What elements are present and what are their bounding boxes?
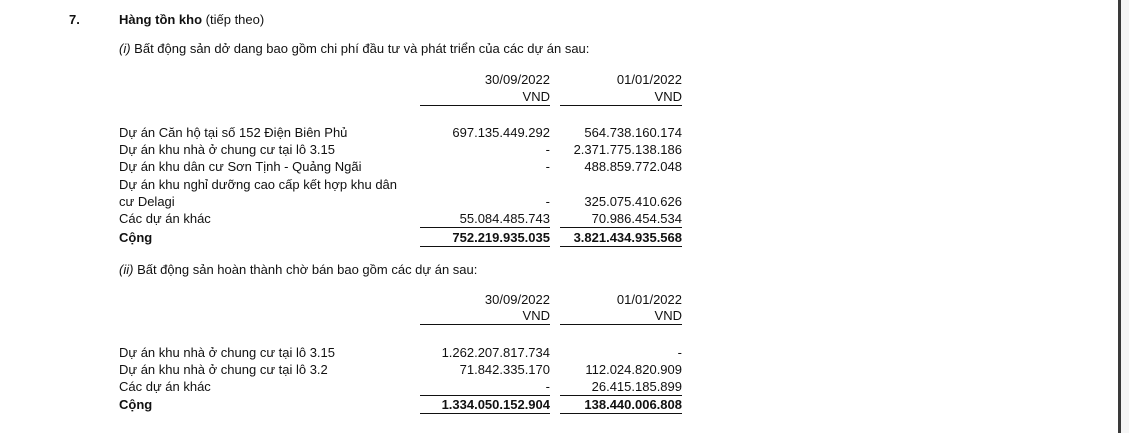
- table1-heading-text: Bất động sản dở dang bao gồm chi phí đầu tư và phát triển của các dự án sau:: [134, 41, 590, 56]
- table2-row-label: Các dự án khác: [119, 379, 211, 394]
- table2-header-rule-1: [420, 324, 550, 325]
- table1-total-underline-2: [560, 246, 682, 247]
- table1-total-value-2: 3.821.434.935.568: [573, 230, 682, 245]
- table2-row-value-2: 26.415.185.899: [591, 379, 682, 394]
- table1-header-rule-2: [560, 105, 682, 106]
- table1-row-value-1: 55.084.485.743: [459, 211, 550, 226]
- table1-heading: [119, 41, 589, 56]
- table1-col2-date: 01/01/2022: [616, 72, 682, 87]
- table1-row-label: Dự án khu nhà ở chung cư tại lô 3.15: [119, 142, 336, 157]
- table1-col2-currency: VND: [654, 89, 682, 104]
- table2-row-value-2: 112.024.820.909: [585, 362, 682, 377]
- table2-heading-prefix: (ii): [119, 262, 134, 277]
- table1-total-rule-1: [420, 227, 550, 228]
- table1-total-value-1: 752.219.935.035: [452, 230, 550, 245]
- table2-total-value-1: 1.334.050.152.904: [441, 397, 550, 412]
- table1-row-value-2: 70.986.454.534: [591, 211, 682, 226]
- table1-total-rule-2: [560, 227, 682, 228]
- section-title-line: [119, 12, 264, 27]
- table1-total-label: Cộng: [119, 230, 153, 245]
- table1-row-value-2: 564.738.160.174: [584, 125, 682, 140]
- table1-row-value-1: -: [545, 159, 550, 174]
- table1-row-value-1: -: [545, 194, 550, 209]
- table1-header-rule-1: [420, 105, 550, 106]
- table2-row-value-2: -: [677, 345, 682, 360]
- table2-total-rule-2: [560, 395, 682, 396]
- table1-row-label: Dự án khu dân cư Sơn Tịnh - Quảng Ngãi: [119, 159, 362, 174]
- table2-total-rule-1: [420, 395, 550, 396]
- table2-row-value-1: 71.842.335.170: [459, 362, 550, 377]
- table1-col1-date: 30/09/2022: [484, 72, 550, 87]
- table1-row-value-2: 2.371.775.138.186: [573, 142, 682, 157]
- table2-row-label: Dự án khu nhà ở chung cư tại lô 3.15: [119, 345, 336, 360]
- table2-col1-currency: VND: [522, 308, 550, 323]
- table1-row-value-2: 325.075.410.626: [584, 194, 682, 209]
- table1-heading-prefix: (i): [119, 41, 131, 56]
- table2-row-label: Dự án khu nhà ở chung cư tại lô 3.2: [119, 362, 328, 377]
- table1-row-label: Các dự án khác: [119, 211, 211, 226]
- table2-heading-text: Bất động sản hoàn thành chờ bán bao gồm các dự án sau:: [137, 262, 478, 277]
- table2-row-value-1: -: [545, 379, 550, 394]
- table2-header-rule-2: [560, 324, 682, 325]
- table1-row-label: Dự án khu nghỉ dưỡng cao cấp kết hợp khu dân: [119, 177, 398, 192]
- section-title: Hàng tồn kho: [119, 12, 203, 27]
- table2-total-underline-2: [560, 413, 682, 414]
- table2-total-underline-1: [420, 413, 550, 414]
- table2-col2-currency: VND: [654, 308, 682, 323]
- table2-total-label: Cộng: [119, 397, 153, 412]
- table1-row-value-2: 488.859.772.048: [584, 159, 682, 174]
- section-title-suffix: (tiếp theo): [205, 12, 265, 27]
- table1-total-underline-1: [420, 246, 550, 247]
- table1-row-value-1: 697.135.449.292: [452, 125, 550, 140]
- table2-col1-date: 30/09/2022: [484, 292, 550, 307]
- table1-row-label: cư Delagi: [119, 194, 175, 209]
- table2-total-value-2: 138.440.006.808: [584, 397, 682, 412]
- table1-row-label: Dự án Căn hộ tại số 152 Điện Biên Phủ: [119, 125, 348, 140]
- table1-row-value-1: -: [545, 142, 550, 157]
- table1-col1-currency: VND: [522, 89, 550, 104]
- table2-col2-date: 01/01/2022: [616, 292, 682, 307]
- table2-row-value-1: 1.262.207.817.734: [441, 345, 550, 360]
- page-edge-shadow: [1118, 0, 1121, 433]
- table2-heading: [119, 262, 477, 277]
- section-number: 7.: [69, 12, 80, 27]
